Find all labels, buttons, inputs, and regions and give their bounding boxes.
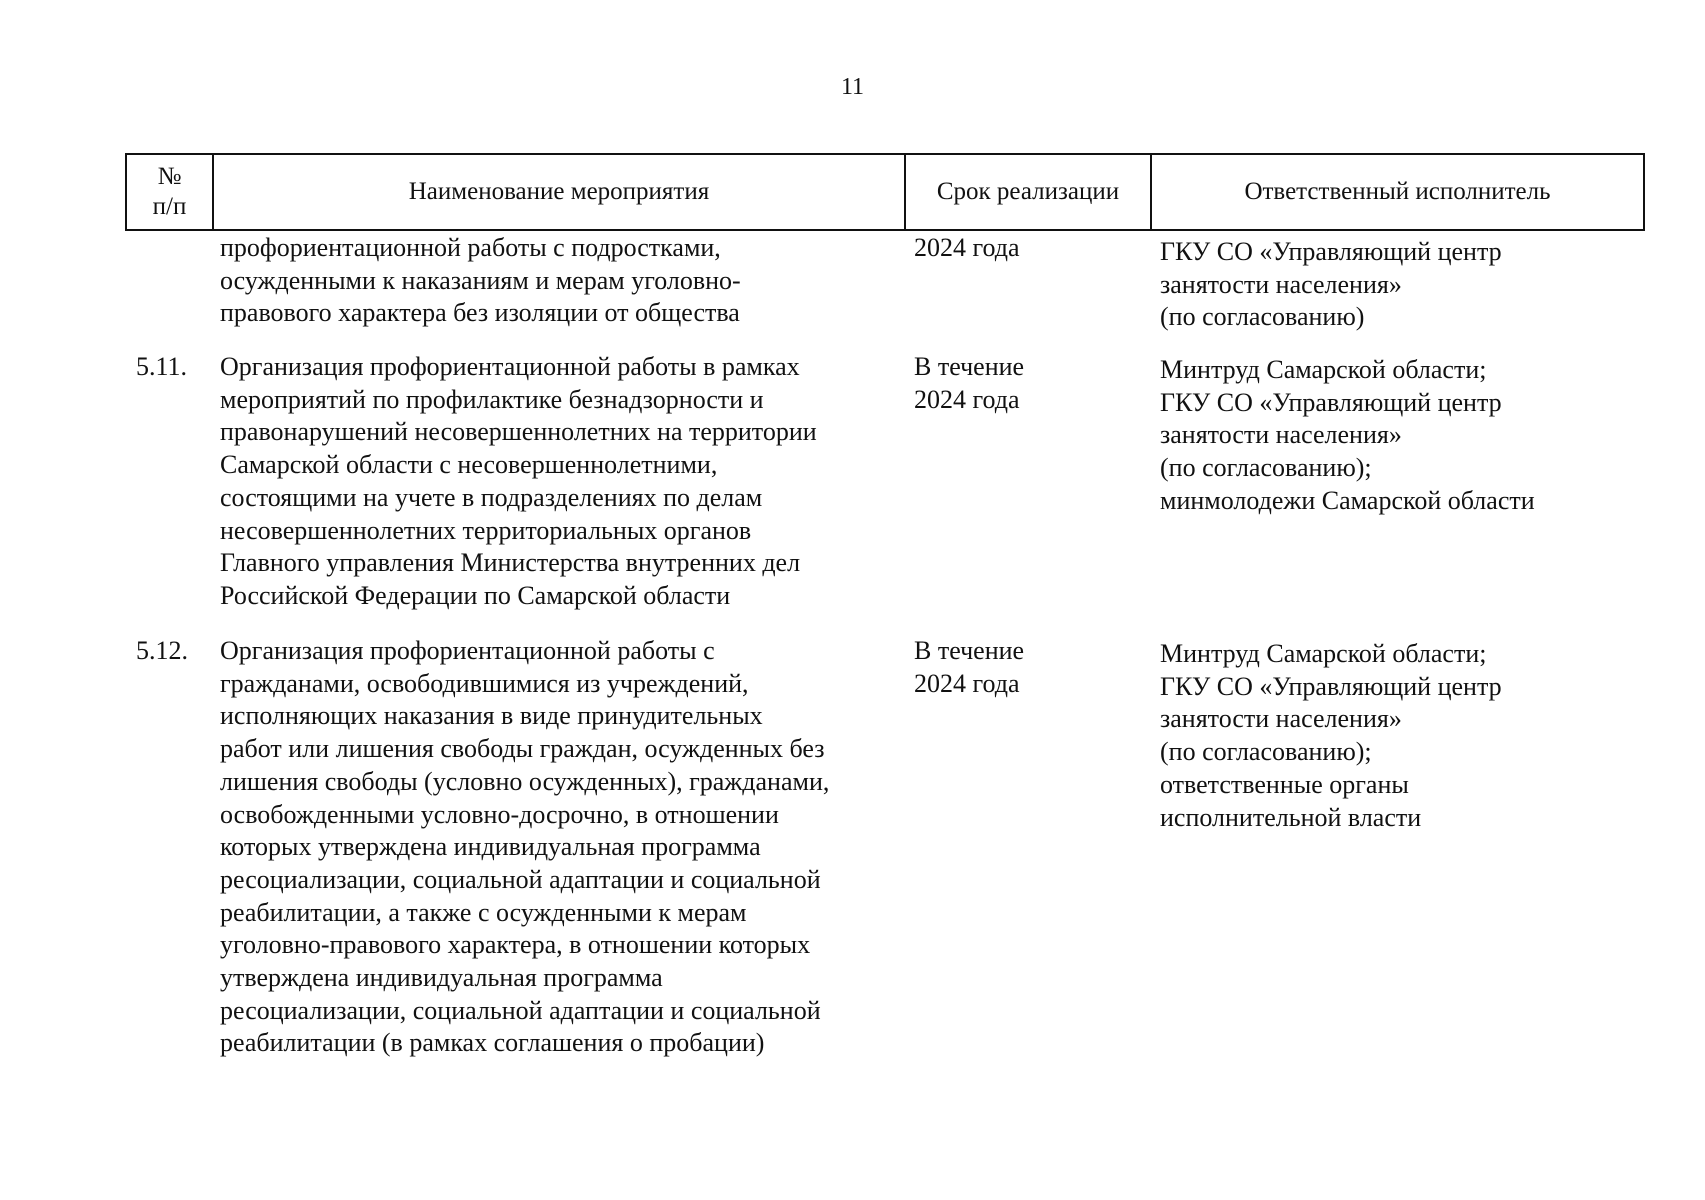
row-responsible: Минтруд Самарской области; ГКУ СО «Управляющий центр занятости населения» (по согласованию); ответственные органы исполнительной власти — [1160, 639, 1502, 832]
header-name — [212, 155, 904, 229]
header-term-label: Срок реализации — [936, 178, 1120, 205]
row-number: 5.11. — [136, 352, 188, 381]
row-name: Организация профориентационной работы в рамках мероприятий по профилактике безнадзорности и правонарушений несовершеннолетних на территории Самарской области с несовершеннолетними, состоящими на учете в подразделениях по делам несовершеннолетних территориальных органов Главного управления Министерства внутренних дел Российской Федерации по Самарской области — [220, 352, 817, 610]
page-number: 11 — [840, 74, 865, 100]
header-responsible-label: Ответственный исполнитель — [1244, 178, 1551, 205]
header-number-label: № п/п — [152, 163, 187, 220]
row-name: Организация профориентационной работы с гражданами, освободившимися из учреждений, исполняющих наказания в виде принудительных работ или лишения свободы граждан, осужденных без лишения свободы (условно осужденных), гражданами, освобожденными условно-досрочно, в отношении которых утверждена индивидуальная программа ресоциализации, социальной адаптации и социальной реабилитации, а также с осужденными к мерам уголовно-правового характера, в отношении которых утверждена индивидуальная программа ресоциализации, социальной адаптации и социальной реабилитации (в рамках соглашения о пробации) — [220, 636, 830, 1058]
row-name: профориентационной работы с подростками, осужденными к наказаниям и мерам уголовно- правового характера без изоляции от общества — [220, 233, 741, 328]
row-responsible: ГКУ СО «Управляющий центр занятости населения» (по согласованию) — [1160, 237, 1502, 332]
header-term — [904, 155, 1150, 229]
table-header — [125, 153, 1645, 231]
header-name-label: Наименование мероприятия — [408, 178, 710, 205]
row-term: В течение 2024 года — [914, 352, 1025, 414]
row-number: 5.12. — [136, 636, 188, 665]
row-responsible: Минтруд Самарской области; ГКУ СО «Управляющий центр занятости населения» (по согласованию); минмолодежи Самарской области — [1160, 355, 1535, 515]
row-term: В течение 2024 года — [914, 636, 1025, 698]
row-term: 2024 года — [914, 233, 1020, 262]
header-responsible — [1150, 155, 1643, 229]
header-number — [127, 155, 212, 229]
